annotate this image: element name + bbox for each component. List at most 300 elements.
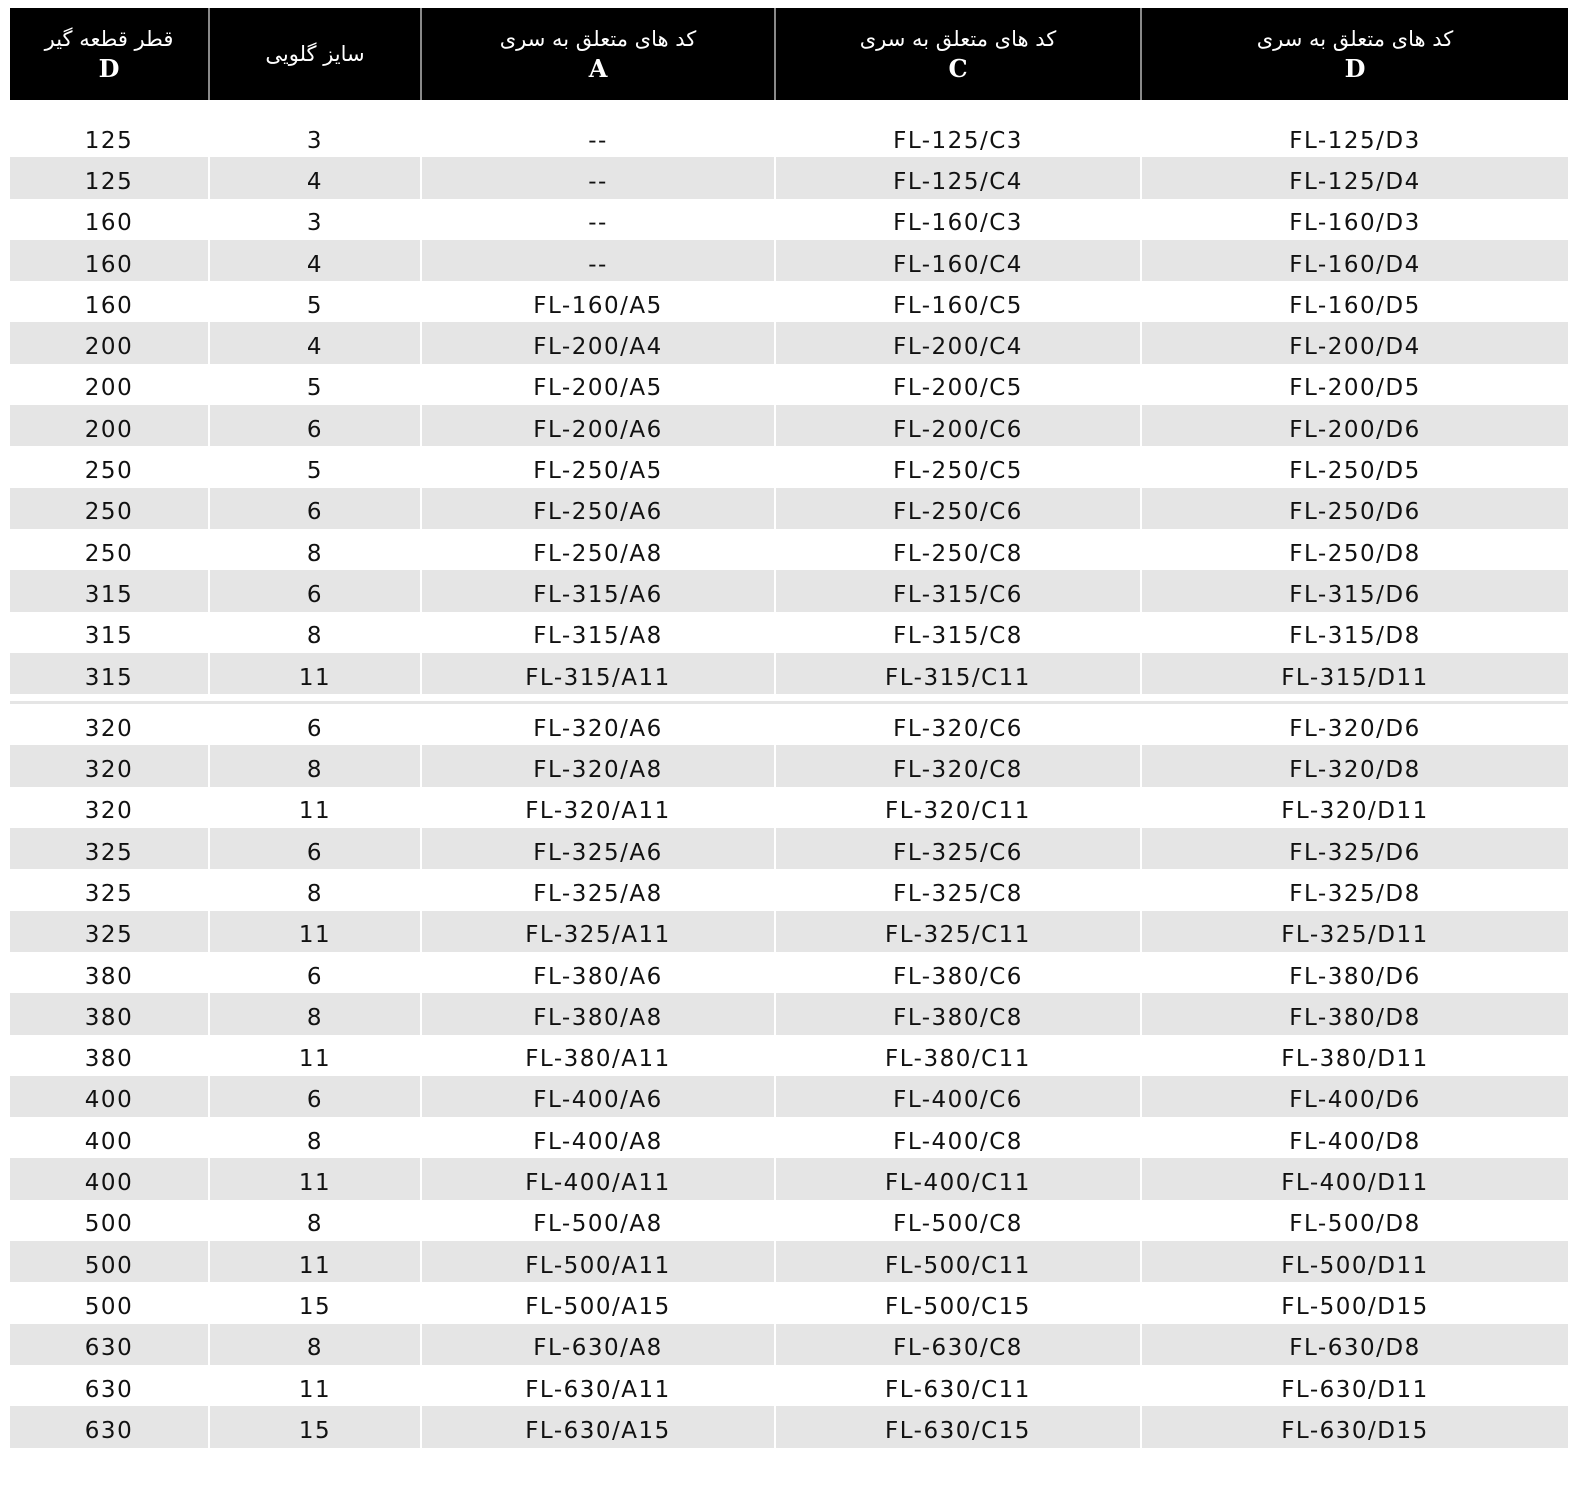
series-c-code-cell: [776, 405, 1142, 446]
series-a-code-cell: [422, 405, 776, 446]
series-c-code-cell-text: FL-400/C11: [885, 1170, 1031, 1197]
series-c-code-cell: [776, 869, 1142, 910]
series-a-code-cell-text: FL-380/A6: [533, 963, 663, 990]
series-a-code-cell-text: FL-320/A6: [533, 715, 663, 742]
neck-size-cell-text: 5: [306, 458, 324, 485]
series-a-code-cell: [422, 1282, 776, 1323]
series-d-code-cell: [1142, 1406, 1568, 1447]
series-a-code-cell-text: FL-630/A11: [525, 1376, 671, 1403]
diameter-cell-text: 400: [84, 1087, 134, 1114]
series-d-code-cell: [1142, 911, 1568, 952]
series-d-code-cell-text: FL-320/D8: [1289, 757, 1421, 784]
header-diameter-label: قطر قطعه گیر: [44, 27, 174, 51]
series-d-code-cell: [1142, 745, 1568, 786]
diameter-cell: [10, 405, 210, 446]
series-c-code-cell: [776, 1406, 1142, 1447]
series-c-code-cell: [776, 157, 1142, 198]
series-c-code-cell-text: FL-200/C5: [893, 375, 1023, 402]
series-d-code-cell-text: FL-125/D3: [1289, 127, 1421, 154]
neck-size-cell: [210, 1324, 422, 1365]
diameter-cell-text: 630: [84, 1376, 134, 1403]
header-series-d-label: کد های متعلق به سری: [1256, 27, 1454, 51]
series-d-code-cell: [1142, 157, 1568, 198]
diameter-cell-text: 250: [84, 499, 134, 526]
table-row: [10, 1282, 1568, 1323]
diameter-cell-text: 400: [84, 1128, 134, 1155]
series-a-code-cell-text: --: [588, 168, 608, 195]
table-row: [10, 787, 1568, 828]
series-d-code-cell-text: FL-160/D4: [1289, 251, 1421, 278]
series-d-code-cell-text: FL-320/D11: [1281, 798, 1429, 825]
diameter-cell: [10, 993, 210, 1034]
series-c-code-cell-text: FL-160/C4: [893, 251, 1023, 278]
header-series-d: [1142, 8, 1568, 100]
series-d-code-cell-text: FL-315/D11: [1281, 664, 1429, 691]
diameter-cell: [10, 1158, 210, 1199]
series-a-code-cell-text: FL-320/A11: [525, 798, 671, 825]
diameter-cell-text: 380: [84, 1046, 134, 1073]
series-d-code-cell-text: FL-325/D8: [1289, 880, 1421, 907]
series-a-code-cell: [422, 157, 776, 198]
diameter-cell-text: 250: [84, 458, 134, 485]
diameter-cell-text: 125: [84, 127, 134, 154]
series-a-code-cell-text: FL-325/A6: [533, 839, 663, 866]
neck-size-cell-text: 6: [306, 581, 324, 608]
series-c-code-cell-text: FL-630/C15: [885, 1417, 1031, 1444]
header-neck-size-label: سایز گلویی: [265, 42, 365, 66]
neck-size-cell-text: 11: [298, 1252, 332, 1279]
series-c-code-cell: [776, 653, 1142, 694]
series-d-code-cell: [1142, 364, 1568, 405]
series-d-code-cell: [1142, 1241, 1568, 1282]
series-a-code-cell-text: FL-400/A8: [533, 1128, 663, 1155]
series-c-code-cell-text: FL-630/C11: [885, 1376, 1031, 1403]
neck-size-cell: [210, 828, 422, 869]
series-d-code-cell: [1142, 1035, 1568, 1076]
series-a-code-cell: [422, 446, 776, 487]
table-row: [10, 1241, 1568, 1282]
series-a-code-cell: [422, 993, 776, 1034]
neck-size-cell-text: 4: [306, 334, 324, 361]
series-c-code-cell-text: FL-125/C4: [893, 168, 1023, 195]
table-row: [10, 1035, 1568, 1076]
series-c-code-cell: [776, 1117, 1142, 1158]
neck-size-cell: [210, 405, 422, 446]
series-d-code-cell-text: FL-400/D8: [1289, 1128, 1421, 1155]
series-c-code-cell: [776, 952, 1142, 993]
diameter-cell: [10, 745, 210, 786]
series-d-code-cell-text: FL-200/D4: [1289, 334, 1421, 361]
diameter-cell-text: 320: [84, 757, 134, 784]
table-row: [10, 1076, 1568, 1117]
series-c-code-cell: [776, 1365, 1142, 1406]
series-d-code-cell-text: FL-200/D6: [1289, 416, 1421, 443]
table-row: [10, 869, 1568, 910]
neck-size-cell: [210, 1117, 422, 1158]
diameter-cell-text: 250: [84, 540, 134, 567]
series-d-code-cell-text: FL-380/D11: [1281, 1046, 1429, 1073]
series-c-code-cell: [776, 199, 1142, 240]
diameter-cell-text: 315: [84, 664, 134, 691]
series-a-code-cell-text: FL-250/A8: [533, 540, 663, 567]
diameter-cell: [10, 787, 210, 828]
series-c-code-cell: [776, 1076, 1142, 1117]
neck-size-cell: [210, 116, 422, 157]
diameter-cell: [10, 653, 210, 694]
neck-size-cell: [210, 199, 422, 240]
series-c-code-cell-text: FL-250/C8: [893, 540, 1023, 567]
diameter-cell: [10, 911, 210, 952]
neck-size-cell: [210, 1282, 422, 1323]
series-d-code-cell: [1142, 116, 1568, 157]
diameter-cell: [10, 1406, 210, 1447]
series-d-code-cell: [1142, 1324, 1568, 1365]
series-d-code-cell-text: FL-315/D8: [1289, 623, 1421, 650]
series-d-code-cell: [1142, 281, 1568, 322]
series-c-code-cell-text: FL-315/C8: [893, 623, 1023, 650]
series-c-code-cell-text: FL-380/C8: [893, 1004, 1023, 1031]
series-a-code-cell-text: FL-380/A11: [525, 1046, 671, 1073]
header-series-a-letter: A: [588, 54, 608, 83]
series-d-code-cell-text: FL-500/D8: [1289, 1211, 1421, 1238]
series-a-code-cell: [422, 281, 776, 322]
diameter-cell-text: 630: [84, 1417, 134, 1444]
neck-size-cell-text: 11: [298, 1376, 332, 1403]
series-c-code-cell: [776, 322, 1142, 363]
neck-size-cell: [210, 1200, 422, 1241]
diameter-cell: [10, 240, 210, 281]
neck-size-cell: [210, 157, 422, 198]
neck-size-cell: [210, 1241, 422, 1282]
series-d-code-cell: [1142, 704, 1568, 745]
table-row: [10, 116, 1568, 157]
diameter-cell-text: 315: [84, 623, 134, 650]
table-row: [10, 653, 1568, 694]
diameter-cell-text: 500: [84, 1293, 134, 1320]
series-d-code-cell-text: FL-325/D6: [1289, 839, 1421, 866]
series-d-code-cell: [1142, 405, 1568, 446]
series-a-code-cell-text: FL-315/A11: [525, 664, 671, 691]
diameter-cell: [10, 1241, 210, 1282]
series-c-code-cell-text: FL-400/C6: [893, 1087, 1023, 1114]
table-row: [10, 993, 1568, 1034]
neck-size-cell: [210, 911, 422, 952]
series-d-code-cell-text: FL-320/D6: [1289, 715, 1421, 742]
diameter-cell-text: 200: [84, 416, 134, 443]
diameter-cell-text: 325: [84, 922, 134, 949]
neck-size-cell: [210, 745, 422, 786]
series-d-code-cell-text: FL-325/D11: [1281, 922, 1429, 949]
series-a-code-cell: [422, 1200, 776, 1241]
diameter-cell: [10, 952, 210, 993]
series-d-code-cell-text: FL-630/D11: [1281, 1376, 1429, 1403]
series-a-code-cell-text: FL-200/A4: [533, 334, 663, 361]
diameter-cell: [10, 322, 210, 363]
neck-size-cell: [210, 364, 422, 405]
series-d-code-cell-text: FL-200/D5: [1289, 375, 1421, 402]
series-d-code-cell-text: FL-400/D6: [1289, 1087, 1421, 1114]
neck-size-cell: [210, 993, 422, 1034]
diameter-cell-text: 125: [84, 168, 134, 195]
series-a-code-cell: [422, 1324, 776, 1365]
table-row: [10, 322, 1568, 363]
neck-size-cell-text: 15: [298, 1417, 332, 1444]
table-row: [10, 281, 1568, 322]
series-a-code-cell: [422, 199, 776, 240]
neck-size-cell-text: 11: [298, 1170, 332, 1197]
series-a-code-cell: [422, 911, 776, 952]
neck-size-cell-text: 3: [306, 210, 324, 237]
series-c-code-cell: [776, 1035, 1142, 1076]
series-c-code-cell-text: FL-400/C8: [893, 1128, 1023, 1155]
series-d-code-cell-text: FL-315/D6: [1289, 581, 1421, 608]
series-a-code-cell-text: FL-320/A8: [533, 757, 663, 784]
series-d-code-cell: [1142, 869, 1568, 910]
series-c-code-cell: [776, 828, 1142, 869]
series-a-code-cell: [422, 704, 776, 745]
table-row: [10, 405, 1568, 446]
series-c-code-cell: [776, 364, 1142, 405]
diameter-cell: [10, 157, 210, 198]
series-a-code-cell: [422, 787, 776, 828]
series-a-code-cell: [422, 1076, 776, 1117]
table-row: [10, 745, 1568, 786]
neck-size-cell: [210, 612, 422, 653]
series-c-code-cell: [776, 446, 1142, 487]
neck-size-cell-text: 8: [306, 1211, 324, 1238]
series-c-code-cell-text: FL-500/C11: [885, 1252, 1031, 1279]
series-a-code-cell: [422, 1117, 776, 1158]
diameter-cell: [10, 612, 210, 653]
table-row: [10, 570, 1568, 611]
series-d-code-cell: [1142, 952, 1568, 993]
neck-size-cell-text: 6: [306, 715, 324, 742]
series-c-code-cell-text: FL-200/C4: [893, 334, 1023, 361]
header-series-c: [776, 8, 1142, 100]
series-c-code-cell: [776, 1241, 1142, 1282]
diameter-cell: [10, 828, 210, 869]
diameter-cell-text: 630: [84, 1335, 134, 1362]
neck-size-cell-text: 6: [306, 963, 324, 990]
table-row: [10, 911, 1568, 952]
series-a-code-cell: [422, 1241, 776, 1282]
neck-size-cell: [210, 787, 422, 828]
diameter-cell: [10, 1282, 210, 1323]
series-a-code-cell: [422, 869, 776, 910]
series-c-code-cell: [776, 1324, 1142, 1365]
diameter-cell: [10, 116, 210, 157]
series-a-code-cell-text: FL-400/A11: [525, 1170, 671, 1197]
diameter-cell: [10, 1324, 210, 1365]
series-c-code-cell-text: FL-325/C6: [893, 839, 1023, 866]
table-row: [10, 612, 1568, 653]
series-a-code-cell: [422, 364, 776, 405]
series-d-code-cell: [1142, 612, 1568, 653]
series-a-code-cell-text: FL-160/A5: [533, 292, 663, 319]
neck-size-cell-text: 11: [298, 922, 332, 949]
neck-size-cell: [210, 570, 422, 611]
series-c-code-cell: [776, 993, 1142, 1034]
series-c-code-cell-text: FL-500/C15: [885, 1293, 1031, 1320]
series-c-code-cell-text: FL-250/C6: [893, 499, 1023, 526]
series-d-code-cell-text: FL-250/D8: [1289, 540, 1421, 567]
neck-size-cell: [210, 322, 422, 363]
series-c-code-cell-text: FL-320/C11: [885, 798, 1031, 825]
series-d-code-cell-text: FL-630/D15: [1281, 1417, 1429, 1444]
table-row: [10, 529, 1568, 570]
series-a-code-cell: [422, 1365, 776, 1406]
neck-size-cell: [210, 281, 422, 322]
series-c-code-cell: [776, 240, 1142, 281]
series-c-code-cell-text: FL-315/C11: [885, 664, 1031, 691]
neck-size-cell-text: 3: [306, 127, 324, 154]
neck-size-cell: [210, 653, 422, 694]
series-d-code-cell: [1142, 570, 1568, 611]
series-c-code-cell: [776, 745, 1142, 786]
series-c-code-cell: [776, 1158, 1142, 1199]
series-c-code-cell-text: FL-325/C11: [885, 922, 1031, 949]
series-a-code-cell-text: FL-400/A6: [533, 1087, 663, 1114]
series-a-code-cell: [422, 529, 776, 570]
series-d-code-cell-text: FL-250/D5: [1289, 458, 1421, 485]
series-a-code-cell: [422, 745, 776, 786]
table-row: [10, 701, 1568, 745]
table-row: [10, 488, 1568, 529]
series-a-code-cell-text: FL-500/A15: [525, 1293, 671, 1320]
series-a-code-cell: [422, 828, 776, 869]
series-c-code-cell-text: FL-380/C6: [893, 963, 1023, 990]
series-c-code-cell-text: FL-200/C6: [893, 416, 1023, 443]
diameter-cell: [10, 529, 210, 570]
neck-size-cell: [210, 446, 422, 487]
series-d-code-cell-text: FL-380/D8: [1289, 1004, 1421, 1031]
table-row: [10, 1365, 1568, 1406]
table-header: [10, 8, 1568, 100]
series-d-code-cell-text: FL-125/D4: [1289, 168, 1421, 195]
series-a-code-cell: [422, 653, 776, 694]
series-d-code-cell-text: FL-380/D6: [1289, 963, 1421, 990]
neck-size-cell-text: 8: [306, 1128, 324, 1155]
diameter-cell-text: 320: [84, 798, 134, 825]
diameter-cell-text: 315: [84, 581, 134, 608]
series-d-code-cell: [1142, 787, 1568, 828]
diameter-cell: [10, 570, 210, 611]
neck-size-cell: [210, 869, 422, 910]
series-d-code-cell-text: FL-630/D8: [1289, 1335, 1421, 1362]
series-d-code-cell: [1142, 199, 1568, 240]
series-d-code-cell: [1142, 1117, 1568, 1158]
series-d-code-cell: [1142, 993, 1568, 1034]
series-c-code-cell-text: FL-250/C5: [893, 458, 1023, 485]
table-row: [10, 157, 1568, 198]
series-c-code-cell-text: FL-380/C11: [885, 1046, 1031, 1073]
series-a-code-cell-text: --: [588, 127, 608, 154]
neck-size-cell-text: 6: [306, 499, 324, 526]
diameter-cell-text: 160: [84, 251, 134, 278]
neck-size-cell: [210, 952, 422, 993]
header-neck-size: [210, 8, 422, 100]
series-d-code-cell-text: FL-500/D15: [1281, 1293, 1429, 1320]
neck-size-cell-text: 11: [298, 1046, 332, 1073]
neck-size-cell-text: 6: [306, 839, 324, 866]
neck-size-cell: [210, 1076, 422, 1117]
table-row: [10, 952, 1568, 993]
diameter-cell-text: 160: [84, 210, 134, 237]
series-a-code-cell-text: FL-500/A8: [533, 1211, 663, 1238]
series-a-code-cell-text: FL-200/A5: [533, 375, 663, 402]
diameter-cell-text: 320: [84, 715, 134, 742]
neck-size-cell-text: 8: [306, 1004, 324, 1031]
diameter-cell-text: 400: [84, 1170, 134, 1197]
series-c-code-cell: [776, 116, 1142, 157]
series-a-code-cell: [422, 322, 776, 363]
series-a-code-cell-text: FL-325/A11: [525, 922, 671, 949]
diameter-cell-text: 325: [84, 839, 134, 866]
series-a-code-cell: [422, 952, 776, 993]
diameter-cell-text: 380: [84, 963, 134, 990]
series-c-code-cell: [776, 281, 1142, 322]
diameter-cell-text: 160: [84, 292, 134, 319]
diameter-cell: [10, 1365, 210, 1406]
diameter-cell: [10, 1200, 210, 1241]
series-c-code-cell: [776, 488, 1142, 529]
diameter-cell: [10, 488, 210, 529]
neck-size-cell: [210, 1158, 422, 1199]
neck-size-cell-text: 8: [306, 623, 324, 650]
diameter-cell-text: 500: [84, 1252, 134, 1279]
neck-size-cell: [210, 1406, 422, 1447]
neck-size-cell-text: 5: [306, 292, 324, 319]
header-series-a: [422, 8, 776, 100]
series-a-code-cell: [422, 1406, 776, 1447]
series-c-code-cell-text: FL-630/C8: [893, 1335, 1023, 1362]
diameter-cell-text: 200: [84, 334, 134, 361]
neck-size-cell-text: 4: [306, 251, 324, 278]
header-series-c-label: کد های متعلق به سری: [859, 27, 1057, 51]
series-a-code-cell-text: --: [588, 251, 608, 278]
neck-size-cell-text: 6: [306, 416, 324, 443]
series-a-code-cell: [422, 116, 776, 157]
diameter-cell: [10, 281, 210, 322]
series-c-code-cell: [776, 911, 1142, 952]
diameter-cell: [10, 869, 210, 910]
series-a-code-cell: [422, 240, 776, 281]
series-d-code-cell-text: FL-160/D3: [1289, 210, 1421, 237]
series-c-code-cell-text: FL-320/C6: [893, 715, 1023, 742]
series-c-code-cell: [776, 529, 1142, 570]
series-c-code-cell: [776, 1200, 1142, 1241]
neck-size-cell-text: 4: [306, 168, 324, 195]
series-a-code-cell: [422, 1158, 776, 1199]
series-d-code-cell: [1142, 1282, 1568, 1323]
neck-size-cell-text: 8: [306, 757, 324, 784]
table-row: [10, 1324, 1568, 1365]
series-a-code-cell-text: FL-315/A6: [533, 581, 663, 608]
series-d-code-cell: [1142, 653, 1568, 694]
neck-size-cell-text: 11: [298, 798, 332, 825]
neck-size-cell: [210, 1365, 422, 1406]
neck-size-cell-text: 8: [306, 1335, 324, 1362]
table-row: [10, 446, 1568, 487]
series-d-code-cell: [1142, 1076, 1568, 1117]
series-a-code-cell: [422, 570, 776, 611]
series-c-code-cell: [776, 787, 1142, 828]
series-a-code-cell-text: FL-500/A11: [525, 1252, 671, 1279]
series-c-code-cell-text: FL-160/C5: [893, 292, 1023, 319]
series-a-code-cell-text: --: [588, 210, 608, 237]
series-a-code-cell-text: FL-315/A8: [533, 623, 663, 650]
neck-size-cell-text: 8: [306, 540, 324, 567]
